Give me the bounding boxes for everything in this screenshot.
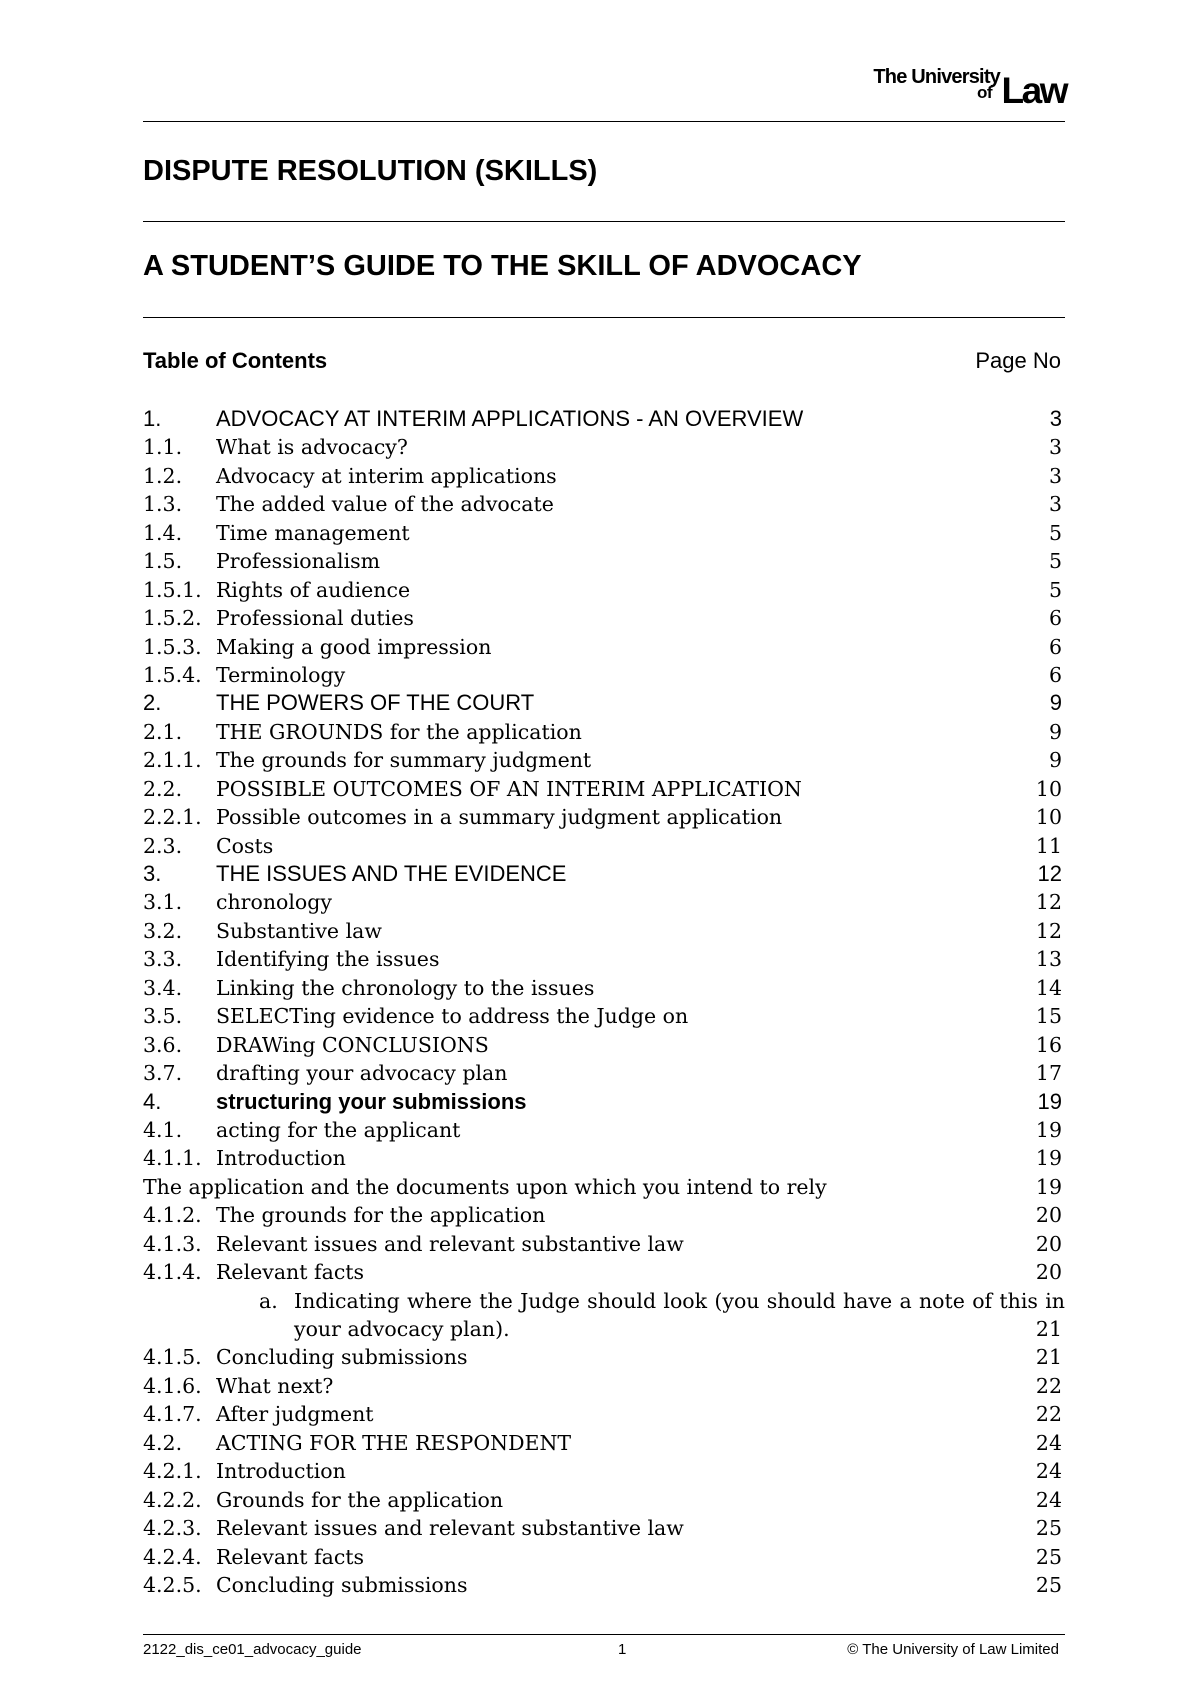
toc-entry-title: POSSIBLE OUTCOMES OF AN INTERIM APPLICATION	[216, 776, 802, 801]
toc-entry[interactable]	[143, 1571, 1065, 1599]
divider	[143, 221, 1065, 222]
toc-entry-page: 14	[1035, 975, 1062, 1000]
toc-entry-page: 12	[1037, 861, 1062, 886]
toc-entry-title: Relevant facts	[216, 1260, 365, 1285]
toc-entry[interactable]	[143, 888, 1065, 916]
toc-entry-title: THE POWERS OF THE COURT	[216, 690, 535, 716]
toc-entry-number: 2.2.1.	[143, 805, 202, 830]
toc-entry-number: 4.1.4.	[143, 1260, 202, 1285]
footer-copyright: © The University of Law Limited	[847, 1641, 1059, 1658]
toc-entry-number: 4.2.	[143, 1430, 183, 1455]
toc-entry-number: 1.3.	[143, 492, 183, 517]
toc-entry[interactable]	[143, 832, 1065, 860]
toc-entry-page: 10	[1035, 776, 1062, 801]
toc-entry-page: 6	[1048, 662, 1062, 687]
toc-entry-title: structuring your submissions	[216, 1088, 527, 1114]
toc-entry-number: 4.2.4.	[143, 1544, 202, 1569]
toc-entry[interactable]	[143, 1031, 1065, 1059]
toc-entry-page: 15	[1035, 1004, 1062, 1029]
toc-entry-number: 1.5.	[143, 549, 183, 574]
toc-entry-title: Terminology	[216, 662, 346, 687]
table-of-contents	[143, 405, 1065, 1599]
toc-entry[interactable]	[143, 689, 1065, 717]
toc-entry-title: The grounds for the application	[216, 1203, 546, 1228]
toc-entry-title: What next?	[216, 1373, 334, 1398]
toc-entry-number: 4.1.2.	[143, 1203, 202, 1228]
toc-entry-page: 3	[1048, 492, 1062, 517]
toc-entry-page: 13	[1035, 947, 1062, 972]
toc-entry[interactable]	[143, 1372, 1065, 1400]
toc-entry-page: 20	[1035, 1231, 1062, 1256]
toc-entry-title: Relevant issues and relevant substantive law	[216, 1231, 684, 1256]
toc-entry-number: 4.1.	[143, 1117, 183, 1142]
document-title: DISPUTE RESOLUTION (SKILLS)	[143, 155, 598, 187]
logo-line-2: of	[976, 83, 992, 102]
toc-entry-number: 3.7.	[143, 1061, 183, 1086]
toc-entry[interactable]	[143, 547, 1065, 575]
toc-entry[interactable]	[143, 1258, 1065, 1286]
toc-entry-number: 4.1.6.	[143, 1373, 202, 1398]
toc-entry-number: 1.5.2.	[143, 606, 202, 631]
toc-entry-page: 25	[1035, 1516, 1062, 1541]
toc-entry[interactable]	[143, 860, 1065, 888]
toc-entry-title: Introduction	[216, 1146, 346, 1171]
toc-entry-number: 4.1.7.	[143, 1402, 202, 1427]
toc-entry[interactable]	[143, 1543, 1065, 1571]
toc-entry[interactable]	[143, 576, 1065, 604]
toc-entry-title: Concluding submissions	[216, 1345, 468, 1370]
toc-entry-page: 19	[1035, 1117, 1062, 1142]
toc-entry-number: 1.2.	[143, 463, 183, 488]
toc-entry-title: Linking the chronology to the issues	[216, 975, 595, 1000]
toc-header	[143, 348, 1065, 378]
toc-entry-title: The grounds for summary judgment	[216, 748, 592, 773]
toc-entry-number: 4.1.5.	[143, 1345, 202, 1370]
toc-entry-number: 1.1.	[143, 435, 183, 460]
toc-entry[interactable]	[143, 775, 1065, 803]
toc-entry-page: 10	[1035, 805, 1062, 830]
toc-entry[interactable]	[143, 1116, 1065, 1144]
toc-entry-title: Advocacy at interim applications	[216, 463, 557, 488]
toc-entry-page: 12	[1035, 890, 1062, 915]
toc-entry-number: 1.	[143, 406, 162, 431]
toc-entry-title: The added value of the advocate	[216, 492, 554, 517]
toc-entry-title: drafting your advocacy plan	[216, 1061, 508, 1086]
toc-entry-title: Relevant issues and relevant substantive law	[216, 1516, 684, 1541]
toc-entry-page: 22	[1035, 1373, 1062, 1398]
toc-entry-title: acting for the applicant	[216, 1117, 461, 1142]
toc-entry-title: chronology	[216, 890, 332, 915]
toc-entry-number: 1.5.4.	[143, 662, 202, 687]
toc-entry-number: a.	[259, 1288, 278, 1313]
toc-entry-number: 4.2.5.	[143, 1572, 202, 1597]
toc-entry-title: Professional duties	[216, 606, 414, 631]
toc-entry-page: 19	[1035, 1146, 1062, 1171]
toc-entry-page: 19	[1037, 1088, 1062, 1114]
toc-entry[interactable]	[143, 1514, 1065, 1542]
toc-entry-page: 6	[1048, 634, 1062, 659]
toc-entry-title: Time management	[216, 520, 410, 545]
toc-entry-number: 2.	[143, 690, 162, 716]
divider	[143, 317, 1065, 318]
toc-heading: Table of Contents	[143, 348, 328, 373]
toc-entry-title: Concluding submissions	[216, 1572, 468, 1597]
toc-entry-number: 2.1.	[143, 719, 183, 744]
toc-entry[interactable]	[143, 1002, 1065, 1030]
toc-entry[interactable]	[143, 803, 1065, 831]
toc-entry-title: Rights of audience	[216, 577, 411, 602]
toc-entry-page: 12	[1035, 918, 1062, 943]
toc-entry-title: What is advocacy?	[216, 435, 408, 460]
toc-entry[interactable]	[143, 519, 1065, 547]
toc-entry[interactable]	[143, 1287, 1065, 1315]
toc-entry-title: ACTING FOR THE RESPONDENT	[216, 1430, 572, 1455]
toc-entry-number: 3.6.	[143, 1032, 183, 1057]
toc-entry-title: SELECTing evidence to address the Judge on	[216, 1004, 689, 1029]
page-number-heading: Page No	[975, 348, 1061, 373]
toc-entry-number: 4.	[143, 1088, 162, 1114]
toc-entry[interactable]	[143, 1201, 1065, 1229]
toc-entry[interactable]	[143, 462, 1065, 490]
toc-entry[interactable]	[143, 604, 1065, 632]
toc-entry[interactable]	[143, 945, 1065, 973]
toc-entry-number: 4.2.3.	[143, 1516, 202, 1541]
document-subtitle: A STUDENT’S GUIDE TO THE SKILL OF ADVOCACY	[143, 250, 862, 282]
toc-entry-continuation[interactable]	[143, 1315, 1065, 1343]
toc-entry-number: 2.1.1.	[143, 748, 202, 773]
toc-entry-number: 3.3.	[143, 947, 183, 972]
toc-entry-title: After judgment	[216, 1402, 374, 1427]
toc-entry-page: 16	[1035, 1032, 1062, 1057]
toc-entry-title: The application and the documents upon which you intend to rely	[143, 1174, 827, 1199]
toc-entry-number: 1.4.	[143, 520, 183, 545]
university-logo	[860, 66, 1066, 111]
toc-entry[interactable]	[143, 661, 1065, 689]
toc-entry-title: THE GROUNDS for the application	[216, 719, 582, 744]
toc-entry-page: 3	[1048, 463, 1062, 488]
toc-entry-page: 20	[1035, 1203, 1062, 1228]
toc-entry-number: 3.5.	[143, 1004, 183, 1029]
toc-entry[interactable]	[143, 1173, 1065, 1201]
toc-entry[interactable]	[143, 405, 1065, 433]
logo-line-1: The University	[873, 66, 1000, 88]
toc-entry-number: 4.2.2.	[143, 1487, 202, 1512]
toc-entry[interactable]	[143, 1144, 1065, 1172]
toc-entry-title: Indicating where the Judge should look (you should have a note of this in	[294, 1288, 1065, 1313]
footer-document-code: 2122_dis_ce01_advocacy_guide	[143, 1641, 362, 1658]
toc-entry-page: 20	[1035, 1260, 1062, 1285]
toc-entry-title: Relevant facts	[216, 1544, 365, 1569]
toc-entry[interactable]	[143, 1088, 1065, 1116]
toc-entry-title: Professionalism	[216, 549, 381, 574]
toc-entry-page: 3	[1048, 435, 1062, 460]
toc-entry-page: 19	[1035, 1174, 1062, 1199]
toc-entry-title: THE ISSUES AND THE EVIDENCE	[216, 861, 567, 886]
toc-entry[interactable]	[143, 974, 1065, 1002]
toc-entry-page: 5	[1048, 549, 1062, 574]
toc-entry-page: 5	[1048, 520, 1062, 545]
toc-entry[interactable]	[143, 633, 1065, 661]
toc-entry-number: 2.3.	[143, 833, 183, 858]
logo-line-3: Law	[1001, 70, 1066, 111]
toc-entry-title: Costs	[216, 833, 274, 858]
toc-entry-number: 3.1.	[143, 890, 183, 915]
toc-entry-page: 25	[1035, 1544, 1062, 1569]
footer-page-number: 1	[618, 1641, 627, 1658]
toc-entry-page: 9	[1048, 719, 1062, 744]
toc-entry-page: 22	[1035, 1402, 1062, 1427]
toc-entry-title: Identifying the issues	[216, 947, 440, 972]
toc-entry-page: 5	[1048, 577, 1062, 602]
toc-entry-number: 4.1.1.	[143, 1146, 202, 1171]
toc-entry-title: DRAWing CONCLUSIONS	[216, 1032, 489, 1057]
toc-entry-number: 1.5.1.	[143, 577, 202, 602]
toc-entry[interactable]	[143, 1059, 1065, 1087]
toc-entry-page: 21	[1035, 1345, 1062, 1370]
toc-entry-page: 9	[1048, 748, 1062, 773]
toc-entry-number: 4.2.1.	[143, 1459, 202, 1484]
toc-entry[interactable]	[143, 1486, 1065, 1514]
toc-entry[interactable]	[143, 1457, 1065, 1485]
toc-entry[interactable]	[143, 1429, 1065, 1457]
toc-entry-title: Making a good impression	[216, 634, 492, 659]
toc-entry-title: your advocacy plan).	[294, 1317, 510, 1341]
toc-entry-title: Substantive law	[216, 918, 382, 943]
toc-entry[interactable]	[143, 1343, 1065, 1371]
footer-divider	[143, 1634, 1065, 1635]
toc-entry-number: 2.2.	[143, 776, 183, 801]
toc-entry[interactable]	[143, 433, 1065, 461]
toc-entry-title: Possible outcomes in a summary judgment application	[216, 805, 783, 830]
toc-entry[interactable]	[143, 1230, 1065, 1258]
toc-entry-number: 3.4.	[143, 975, 183, 1000]
toc-entry[interactable]	[143, 718, 1065, 746]
toc-entry-page: 24	[1035, 1487, 1062, 1512]
toc-entry-page: 11	[1035, 833, 1062, 858]
toc-entry-title: Grounds for the application	[216, 1487, 504, 1512]
toc-entry-page: 24	[1035, 1430, 1062, 1455]
toc-entry[interactable]	[143, 490, 1065, 518]
toc-entry-page: 17	[1035, 1061, 1062, 1086]
toc-entry-page: 24	[1035, 1459, 1062, 1484]
toc-entry-page: 25	[1035, 1572, 1062, 1597]
divider	[143, 121, 1065, 122]
toc-entry[interactable]	[143, 917, 1065, 945]
toc-entry-page: 21	[1035, 1317, 1062, 1341]
toc-entry-page: 6	[1048, 606, 1062, 631]
toc-entry[interactable]	[143, 1400, 1065, 1428]
toc-entry-title: ADVOCACY AT INTERIM APPLICATIONS - AN OVERVIEW	[216, 406, 804, 431]
toc-entry-page: 3	[1049, 406, 1062, 431]
toc-entry[interactable]	[143, 746, 1065, 774]
toc-entry-number: 3.	[143, 861, 162, 886]
toc-entry-number: 1.5.3.	[143, 634, 202, 659]
toc-entry-number: 4.1.3.	[143, 1231, 202, 1256]
toc-entry-number: 3.2.	[143, 918, 183, 943]
toc-entry-page: 9	[1049, 690, 1062, 716]
toc-entry-title: Introduction	[216, 1459, 346, 1484]
